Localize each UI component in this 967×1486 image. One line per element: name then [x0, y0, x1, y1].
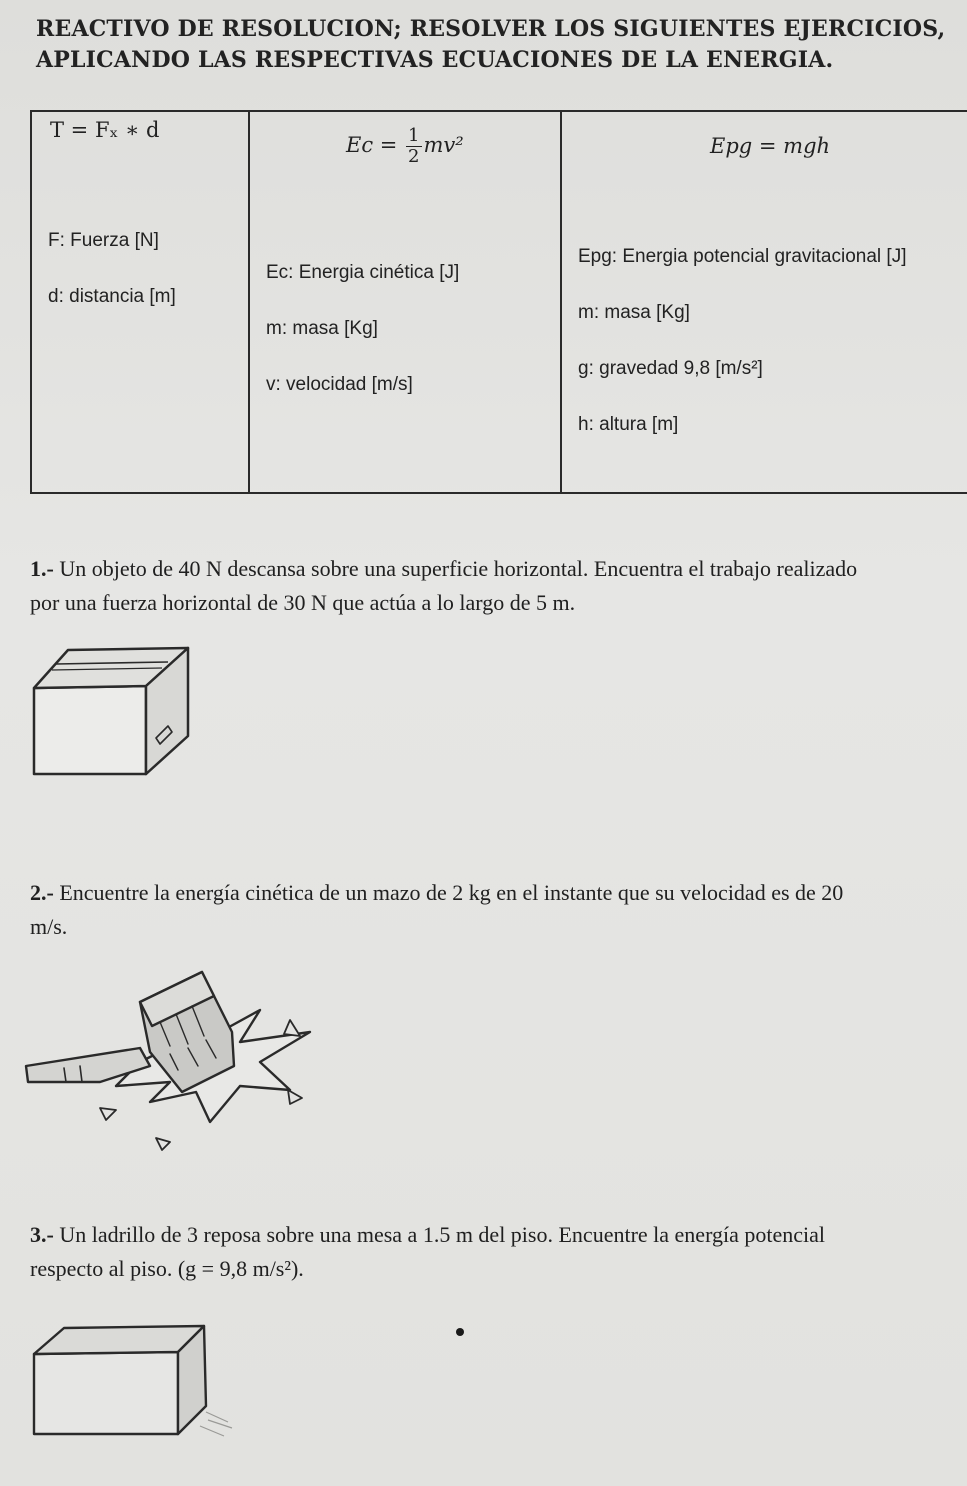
formula-table — [30, 110, 967, 494]
debris-piece — [288, 1090, 302, 1104]
problem-1-line-2: por una fuerza horizontal de 30 N que actúa a lo largo de 5 m. — [30, 590, 576, 615]
ke-fraction — [406, 126, 421, 167]
page-title — [36, 14, 946, 76]
brick-illustration — [28, 1322, 248, 1442]
height-definition: h: altura [m] — [578, 414, 679, 435]
force-definition: F: Fuerza [N] — [48, 230, 159, 251]
kinetic-energy-column — [250, 112, 562, 492]
debris-piece — [156, 1138, 170, 1150]
title-line-2: APLICANDO LAS RESPECTIVAS ECUACIONES DE LA ENERGIA. — [36, 47, 834, 73]
mass-definition-2: m: masa [Kg] — [578, 302, 690, 323]
problem-2 — [30, 876, 960, 944]
problem-1-line-1: Un objeto de 40 N descansa sobre una superficie horizontal. Encuentra el trabajo realizado — [59, 556, 858, 581]
gravity-definition: g: gravedad 9,8 [m/s²] — [578, 358, 763, 379]
problem-1-number: 1.- — [30, 556, 54, 581]
potential-energy-definition: Epg: Energia potencial gravitacional [J] — [578, 246, 907, 267]
problem-3-line-1: Un ladrillo de 3 reposa sobre una mesa a 1.5 m del piso. Encuentre la energía potencial — [59, 1222, 825, 1247]
distance-definition: d: distancia [m] — [48, 286, 176, 307]
ke-formula-right: mv² — [423, 133, 464, 157]
problem-2-line-2: m/s. — [30, 914, 68, 939]
title-line-1: REACTIVO DE RESOLUCION; RESOLVER LOS SIGUIENTES EJERCICIOS, — [36, 16, 946, 42]
problem-2-number: 2.- — [30, 880, 54, 905]
problem-3-line-2: respecto al piso. (g = 9,8 m/s²). — [30, 1256, 304, 1281]
problem-1 — [30, 552, 960, 620]
problem-2-line-1: Encuentre la energía cinética de un mazo de 2 kg en el instante que su velocidad es de 20 — [59, 880, 844, 905]
box-illustration — [28, 640, 198, 780]
box-front-face — [34, 686, 146, 774]
potential-energy-column — [562, 112, 967, 492]
brick-front-face — [34, 1352, 178, 1434]
brick-shadow-lines — [200, 1412, 232, 1436]
kinetic-energy-definition: Ec: Energia cinética [J] — [266, 262, 460, 283]
problem-3-number: 3.- — [30, 1222, 54, 1247]
work-column — [32, 112, 250, 492]
ke-fraction-numerator: 1 — [408, 125, 420, 146]
ke-formula-left: Ec = — [346, 133, 405, 157]
debris-piece — [100, 1108, 116, 1120]
ink-dot — [456, 1328, 464, 1336]
debris-piece — [284, 1020, 300, 1036]
potential-energy-formula: Epg = mgh — [710, 134, 831, 158]
kinetic-energy-formula — [346, 126, 464, 167]
problem-3 — [30, 1218, 960, 1286]
brick-top-face — [34, 1326, 204, 1354]
mallet-illustration — [20, 962, 340, 1162]
ke-fraction-denominator: 2 — [408, 146, 420, 167]
velocity-definition: v: velocidad [m/s] — [266, 374, 413, 395]
work-formula: T = Fₓ ∗ d — [50, 118, 160, 142]
mass-definition: m: masa [Kg] — [266, 318, 378, 339]
